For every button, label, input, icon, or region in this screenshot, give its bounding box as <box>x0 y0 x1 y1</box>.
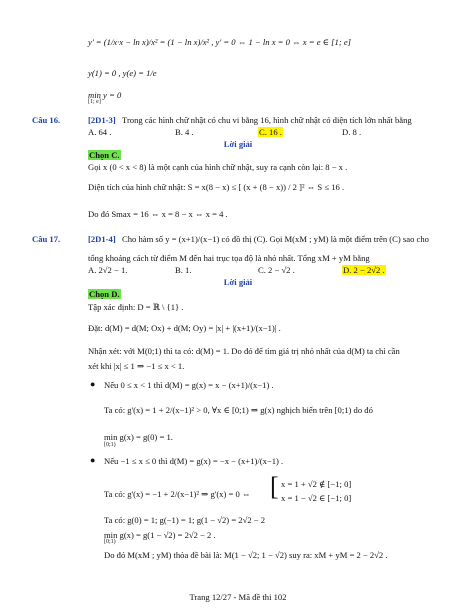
q16-choose: Chọn C. <box>89 150 120 160</box>
bullet-1-derivative: Ta có: g'(x) = 1 + 2/(x−1)² > 0, ∀x ∈ [0;1) ⇒ g(x) nghịch biến trên [0;1) do đó <box>104 405 373 415</box>
q17-choose: Chọn D. <box>89 289 120 299</box>
q16-option-d: D. 8 . <box>342 127 362 137</box>
values-line: y(1) = 0 , y(e) = 1/e <box>88 68 157 78</box>
q17-step2: Đặt: d(M) = d(M; Ox) + d(M; Oy) = |x| + |(x+1)/(x−1)| . <box>88 323 281 333</box>
q17-question-line2: tổng khoảng cách từ điểm M đến hai trục tọa độ là nhỏ nhất. Tổng xM + yM bằng <box>88 253 370 263</box>
q17-step1: Tập xác định: D = ℝ \ {1} . <box>88 302 184 312</box>
q17-option-a: A. 2√2 − 1. <box>88 265 128 275</box>
bullet-1-min-sub: [0;1) <box>104 442 116 448</box>
q16-label: Câu 16. <box>32 115 61 125</box>
q17-step3: Nhận xét: với M(0;1) thì ta có: d(M) = 1. Do đó để tìm giá trị nhỏ nhất của d(M) ta chỉ cần <box>88 346 400 356</box>
min-subscript: [1; e] <box>88 99 101 105</box>
q16-option-c: C. 16 . <box>259 127 282 137</box>
q16-step3: Do đó Smax = 16 ⇔ x = 8 − x ⇔ x = 4 . <box>88 209 228 219</box>
q16-solution-title: Lời giải <box>223 139 253 149</box>
bullet-2-min-sub: [0;1) <box>104 539 116 545</box>
bullet-2-derivative: Ta có: g'(x) = −1 + 2/(x−1)² ⇒ g'(x) = 0 ⇔ <box>104 489 251 499</box>
q17-label: Câu 17. <box>32 234 61 244</box>
q16-step2: Diện tích của hình chữ nhật: S = x(8 − x) ≤ [ (x + (8 − x)) / 2 ]² ⇔ S ≤ 16 . <box>88 182 345 192</box>
q16-option-a: A. 64 . <box>88 127 112 137</box>
q16-step1: Gọi x (0 < x < 8) là một cạnh của hình chữ nhật, suy ra cạnh còn lại: 8 − x . <box>88 162 348 172</box>
q16-option-b: B. 4 . <box>175 127 194 137</box>
min-line: min y = 0 <box>88 90 122 100</box>
q17-option-b: B. 1. <box>175 265 192 275</box>
q17-question-line1: Cho hàm số y = (x+1)/(x−1) có đồ thị (C). Gọi M(xM ; yM) là một điểm trên (C) sao cho <box>122 234 429 244</box>
bullet-2-root-2: x = 1 − √2 ∈ [−1; 0] <box>281 493 352 503</box>
q17-tag: [2D1-4] <box>88 234 116 244</box>
bullet-2-dot: ● <box>90 455 96 465</box>
derivative-line: y' = (1/x·x − ln x)/x² = (1 − ln x)/x² , y' = 0 ⇔ 1 − ln x = 0 ⇔ x = e ∈ [1; e] <box>88 37 351 47</box>
page-footer: Trang 12/27 - Mã đề thi 102 <box>189 592 287 602</box>
bullet-1-dot: ● <box>90 379 96 389</box>
q17-option-c: C. 2 − √2 . <box>258 265 295 275</box>
bullet-2-values: Ta có: g(0) = 1; g(−1) = 1; g(1 − √2) = 2√2 − 2 <box>104 515 266 525</box>
q17-solution-title: Lời giải <box>223 277 253 287</box>
q17-option-d: D. 2 − 2√2 . <box>343 265 385 275</box>
bullet-2-min: min g(x) = g(1 − √2) = 2√2 − 2 . <box>104 530 216 540</box>
q17-step4: xét khi |x| ≤ 1 ⇒ −1 ≤ x < 1. <box>88 361 185 371</box>
q16-tag: [2D1-3] <box>88 115 116 125</box>
q16-question: Trong các hình chữ nhật có chu vi bằng 16, hình chữ nhật có diện tích lớn nhất bằng <box>122 115 412 125</box>
bullet-1-min: min g(x) = g(0) = 1. <box>104 432 173 442</box>
bullet-2-root-1: x = 1 + √2 ∉ [−1; 0] <box>281 479 352 489</box>
bullet-2-brace: [ <box>270 472 279 501</box>
bullet-2-conclusion: Do đó M(xM ; yM) thỏa đề bài là: M(1 − √2; 1 − √2) suy ra: xM + yM = 2 − 2√2 . <box>104 550 388 560</box>
bullet-1-text: Nếu 0 ≤ x < 1 thì d(M) = g(x) = x − (x+1)/(x−1) . <box>104 380 274 390</box>
bullet-2-text: Nếu −1 ≤ x ≤ 0 thì d(M) = g(x) = −x − (x+1)/(x−1) . <box>104 456 284 466</box>
